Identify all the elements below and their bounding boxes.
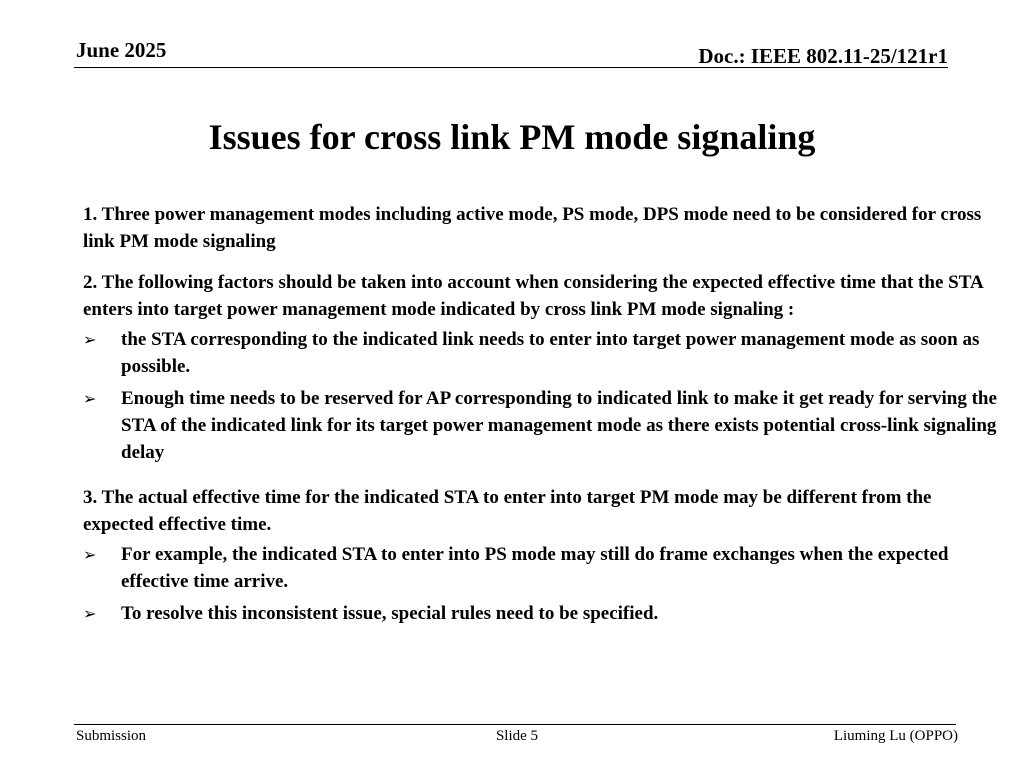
spacer [83, 471, 998, 484]
header-doc-id: Doc.: IEEE 802.11-25/121r1 [698, 44, 948, 68]
footer-rule [74, 724, 956, 725]
footer-author: Liuming Lu (OPPO) [833, 728, 958, 744]
bullet-item [83, 326, 998, 380]
slide-body [83, 201, 998, 632]
arrow-bullet-icon: ➢ [83, 389, 97, 408]
paragraph-1: 1. Three power management modes including active mode, PS mode, DPS mode need to be considered for cross link PM mode signaling [83, 204, 982, 252]
header-date: June 2025 [76, 38, 167, 62]
footer-slide-number: Slide 5 [495, 728, 539, 744]
arrow-bullet-icon: ➢ [83, 545, 97, 564]
bullet-item [83, 385, 998, 466]
bullet-text: To resolve this inconsistent issue, special rules need to be specified. [121, 603, 659, 624]
bullet-item [83, 600, 998, 627]
arrow-bullet-icon: ➢ [83, 330, 97, 349]
bullet-text: Enough time needs to be reserved for AP corresponding to indicated link to make it get ready for serving the STA of the indicated link for its target power management mode as there exists potential cross-link signaling delay [121, 388, 997, 463]
arrow-bullet-icon: ➢ [83, 604, 97, 623]
footer-submission: Submission [76, 728, 147, 744]
bullet-text: the STA corresponding to the indicated link needs to enter into target power management mode as soon as possible. [121, 329, 980, 377]
bullet-text: For example, the indicated STA to enter into PS mode may still do frame exchanges when the expected effective time arrive. [121, 544, 949, 592]
bullet-item [83, 541, 998, 595]
paragraph-2: 2. The following factors should be taken into account when considering the expected effective time that the STA enters into target power management mode indicated by cross link PM mode signaling : [83, 272, 983, 320]
header-rule [74, 67, 948, 68]
slide-title: Issues for cross link PM mode signaling [208, 117, 816, 157]
paragraph-3: 3. The actual effective time for the indicated STA to enter into target PM mode may be different from the expected effective time. [83, 487, 932, 535]
